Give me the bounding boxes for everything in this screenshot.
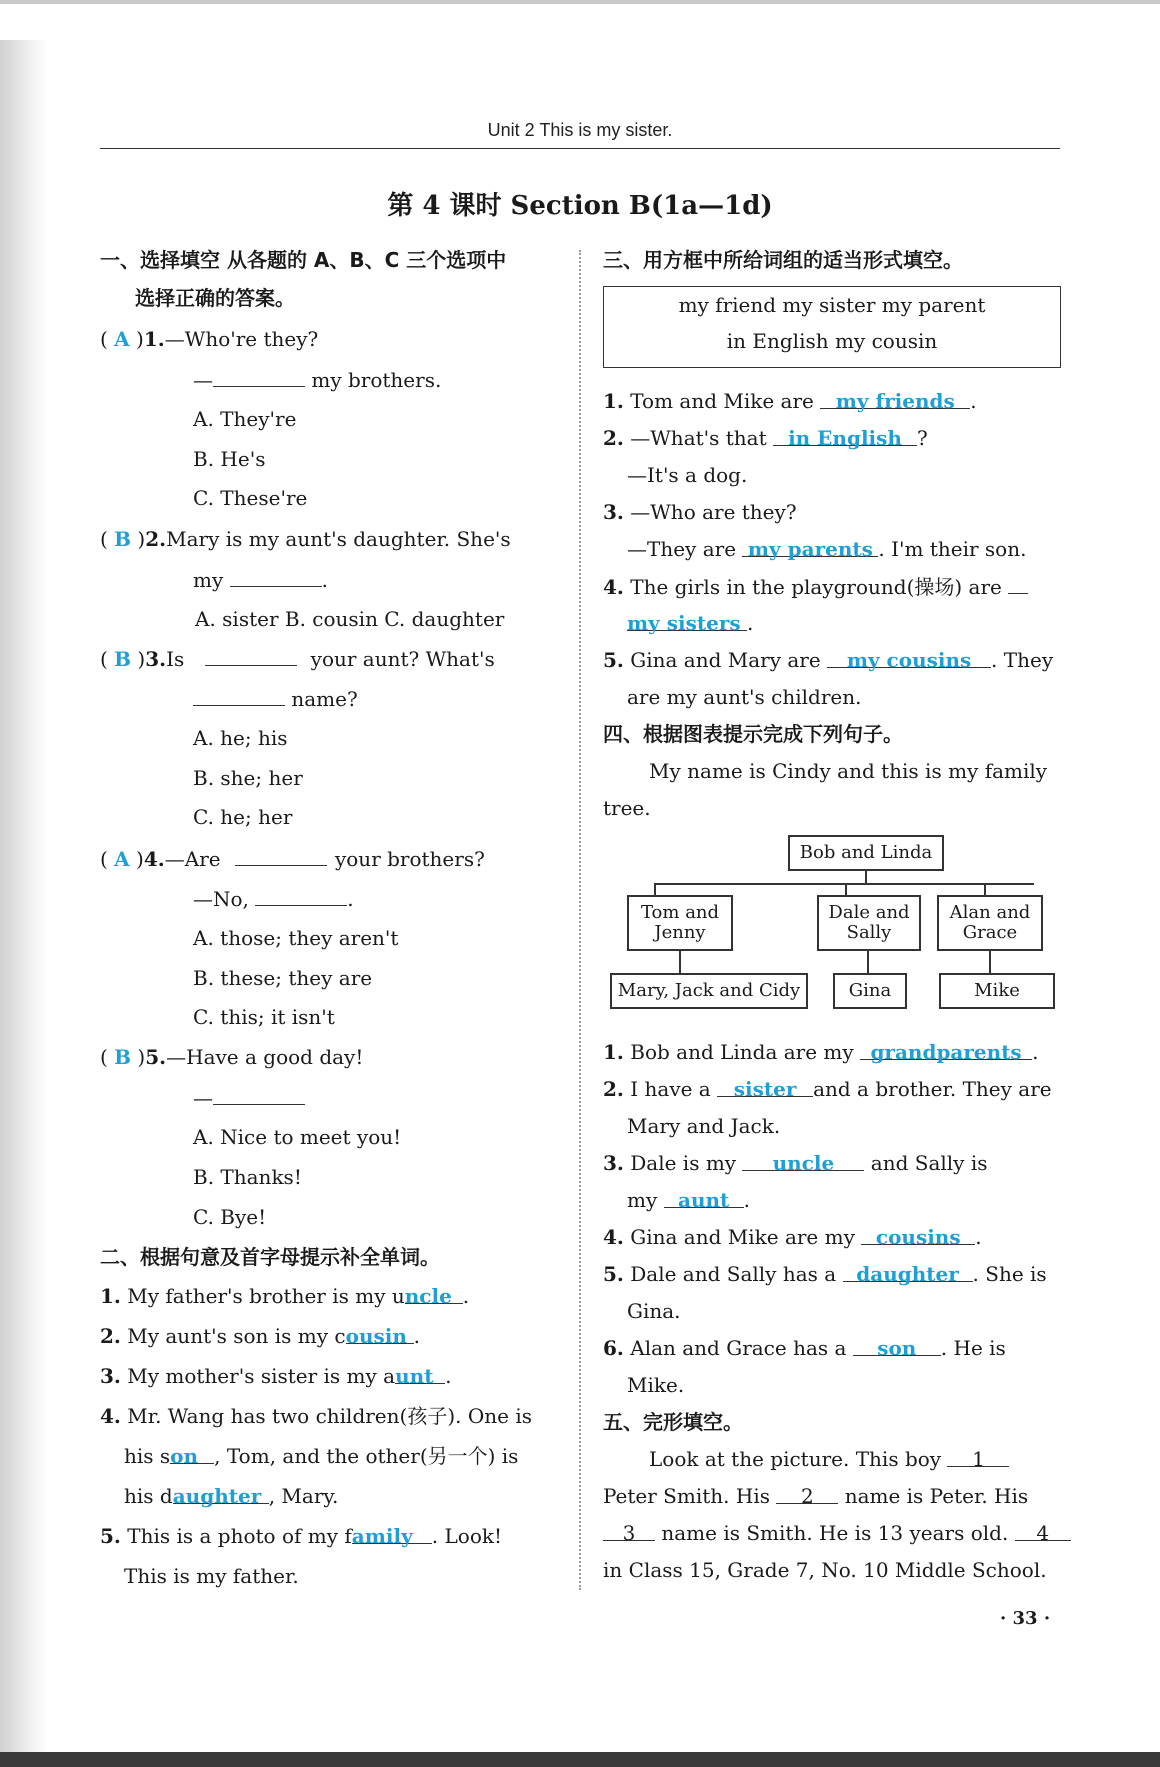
part4-item-1: 1. Bob and Linda are my grandparents . xyxy=(603,1037,1038,1067)
blank[interactable] xyxy=(213,1082,305,1105)
answer-3: B xyxy=(114,647,132,671)
blank[interactable] xyxy=(255,883,347,906)
part4-item-6: 6. Alan and Grace has a son . He is xyxy=(603,1333,1006,1363)
tree-connector xyxy=(865,871,867,883)
tree-node-root: Bob and Linda xyxy=(788,835,944,871)
part3-item-2: 2. —What's that in English ? xyxy=(603,423,928,453)
answer-1: A xyxy=(114,327,130,351)
running-header: Unit 2 This is my sister. xyxy=(487,120,673,140)
question-1: ( A )1.—Who're they? xyxy=(100,327,319,351)
tree-node-mary-jack-cidy: Mary, Jack and Cidy xyxy=(610,973,808,1009)
tree-node-alan-grace: Alan and Grace xyxy=(937,895,1043,951)
option: C. These're xyxy=(193,486,308,510)
answer-5: B xyxy=(114,1045,132,1069)
option: A. he; his xyxy=(193,726,288,750)
answer-4: A xyxy=(114,847,130,871)
column-divider xyxy=(579,250,581,1590)
header-rule xyxy=(100,148,1060,149)
option: B. He's xyxy=(193,447,266,471)
part4-intro-line2: tree. xyxy=(603,796,651,820)
part3-item-4-line2: my sisters . xyxy=(627,608,753,638)
blank[interactable] xyxy=(235,843,327,866)
question-3: ( B )3.Is your aunt? What's xyxy=(100,643,495,674)
cloze-line-4: in Class 15, Grade 7, No. 10 Middle School. xyxy=(603,1558,1047,1582)
part4-intro: My name is Cindy and this is my family xyxy=(649,759,1048,783)
part4-title: 四、根据图表提示完成下列句子。 xyxy=(603,722,903,746)
part3-title: 三、用方框中所给词组的适当形式填空。 xyxy=(603,248,963,272)
blank[interactable] xyxy=(230,564,322,587)
tree-node-mike: Mike xyxy=(939,973,1055,1009)
part4-item-5: 5. Dale and Sally has a daughter . She is xyxy=(603,1259,1047,1289)
lesson-title: 第 4 课时 Section B(1a—1d) xyxy=(387,191,773,221)
option: A. those; they aren't xyxy=(193,926,399,950)
part4-item-2: 2. I have a sister and a brother. They are xyxy=(603,1074,1052,1104)
part3-item-2-line2: —It's a dog. xyxy=(627,463,748,487)
blank[interactable] xyxy=(193,683,285,706)
part2-item-4-line2: his son , Tom, and the other(另一个) is xyxy=(124,1441,518,1471)
part2-item-3: 3. My mother's sister is my aunt . xyxy=(100,1361,451,1391)
part4-item-5-line2: Gina. xyxy=(627,1299,681,1323)
tree-node-gina: Gina xyxy=(833,973,907,1009)
part2-item-1: 1. My father's brother is my uncle . xyxy=(100,1281,469,1311)
part4-item-2-line2: Mary and Jack. xyxy=(627,1114,781,1138)
part2-item-4: 4. Mr. Wang has two children(孩子). One is xyxy=(100,1404,532,1428)
part2-item-5: 5. This is a photo of my family . Look! xyxy=(100,1521,502,1551)
question-3-blank-line: name? xyxy=(193,683,358,714)
part5-title: 五、完形填空。 xyxy=(603,1410,743,1434)
part2-item-4-line3: his daughter , Mary. xyxy=(124,1481,338,1511)
question-5-blank-line: — xyxy=(193,1082,305,1113)
question-5: ( B )5.—Have a good day! xyxy=(100,1045,364,1069)
cloze-line-2: Peter Smith. His 2 name is Peter. His xyxy=(603,1481,1028,1511)
word-box-line2: in English my cousin xyxy=(726,329,938,353)
option: A. Nice to meet you! xyxy=(193,1125,402,1149)
word-box xyxy=(603,286,1061,368)
part3-item-5: 5. Gina and Mary are my cousins . They xyxy=(603,645,1053,675)
tree-connector xyxy=(845,883,847,895)
tree-connector xyxy=(989,951,991,973)
option: C. he; her xyxy=(193,805,293,829)
tree-connector xyxy=(654,883,656,895)
part2-title: 二、根据句意及首字母提示补全单词。 xyxy=(100,1245,440,1269)
tree-node-dale-sally: Dale and Sally xyxy=(817,895,921,951)
question-2-blank-line: my . xyxy=(193,564,328,595)
cloze-line-1: Look at the picture. This boy 1 xyxy=(649,1444,1009,1474)
cloze-line-3: 3 name is Smith. He is 13 years old. 4 xyxy=(603,1518,1071,1548)
tree-connector xyxy=(984,883,986,895)
blank[interactable] xyxy=(205,643,297,666)
part2-item-2: 2. My aunt's son is my cousin . xyxy=(100,1321,420,1351)
part3-item-1: 1. Tom and Mike are my friends . xyxy=(603,386,977,416)
part4-item-6-line2: Mike. xyxy=(627,1373,685,1397)
option: A. They're xyxy=(193,407,297,431)
top-edge xyxy=(0,0,1160,4)
page-number: · 33 · xyxy=(1000,1608,1051,1629)
option: C. this; it isn't xyxy=(193,1005,335,1029)
question-1-blank-line: — my brothers. xyxy=(193,364,441,395)
option: B. these; they are xyxy=(193,966,373,990)
part1-title: 一、选择填空 从各题的 A、B、C 三个选项中 xyxy=(100,248,507,272)
answer-2: B xyxy=(114,527,132,551)
tree-connector xyxy=(867,951,869,973)
tree-connector xyxy=(679,951,681,973)
blank[interactable] xyxy=(213,364,305,387)
part3-item-4: 4. The girls in the playground(操场) are xyxy=(603,571,1028,602)
word-box-line1: my friend my sister my parent xyxy=(678,293,986,317)
option: C. Bye! xyxy=(193,1205,267,1229)
bottom-edge xyxy=(0,1752,1160,1767)
question-2: ( B )2.Mary is my aunt's daughter. She's xyxy=(100,527,511,551)
part2-item-5-line2: This is my father. xyxy=(124,1564,299,1588)
family-tree xyxy=(603,835,1061,1025)
part4-item-4: 4. Gina and Mike are my cousins . xyxy=(603,1222,982,1252)
tree-node-tom-jenny: Tom and Jenny xyxy=(627,895,733,951)
part1-title-line2: 选择正确的答案。 xyxy=(135,286,295,310)
options-row: A. sister B. cousin C. daughter xyxy=(195,607,505,631)
page-edge-shadow xyxy=(0,40,48,1760)
part3-item-3-line2: —They are my parents . I'm their son. xyxy=(627,534,1026,564)
part3-item-5-line2: are my aunt's children. xyxy=(627,685,862,709)
question-4-blank-line: —No, . xyxy=(193,883,354,914)
part4-item-3: 3. Dale is my uncle and Sally is xyxy=(603,1148,988,1178)
question-4: ( A )4.—Are your brothers? xyxy=(100,843,485,874)
option: B. she; her xyxy=(193,766,303,790)
option: B. Thanks! xyxy=(193,1165,302,1189)
part3-item-3: 3. —Who are they? xyxy=(603,500,797,524)
part4-item-3-line2: my aunt . xyxy=(627,1185,750,1215)
tree-connector xyxy=(654,883,1034,885)
